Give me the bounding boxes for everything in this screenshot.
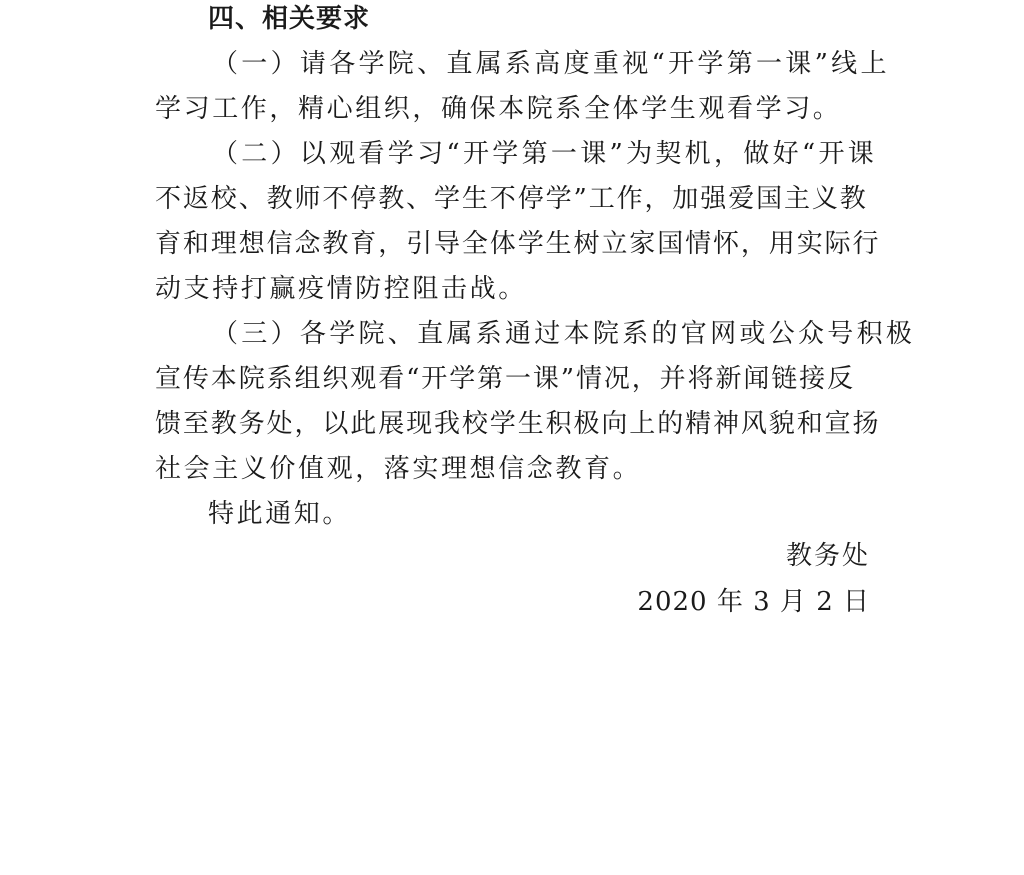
paragraph-3-line-1: （三）各学院、直属系通过本院系的官网或公众号积极: [212, 319, 916, 349]
paragraph-1-line-1: （一）请各学院、直属系高度重视“开学第一课”线上: [212, 49, 890, 79]
paragraph-2-line-1: （二）以观看学习“开学第一课”为契机，做好“开课: [212, 139, 878, 169]
issue-date: 2020 年 3 月 2 日: [637, 587, 870, 617]
paragraph-3-line-2: 宣传本院系组织观看“开学第一课”情况，并将新闻链接反: [155, 364, 855, 394]
paragraph-1-line-2: 学习工作，精心组织，确保本院系全体学生观看学习。: [155, 94, 842, 124]
paragraph-3-line-3: 馈至教务处，以此展现我校学生积极向上的精神风貌和宣扬: [155, 409, 881, 439]
issuer-signature: 教务处: [785, 541, 870, 571]
closing-remark: 特此通知。: [208, 499, 352, 529]
paragraph-2-line-3: 育和理想信念教育，引导全体学生树立家国情怀，用实际行: [155, 229, 881, 259]
section-heading: 四、相关要求: [208, 4, 371, 34]
paragraph-3-line-4: 社会主义价值观，落实理想信念教育。: [155, 454, 642, 484]
paragraph-2-line-2: 不返校、教师不停教、学生不停学”工作，加强爱国主义教: [155, 184, 868, 214]
paragraph-2-line-4: 动支持打赢疫情防控阻击战。: [155, 274, 527, 304]
